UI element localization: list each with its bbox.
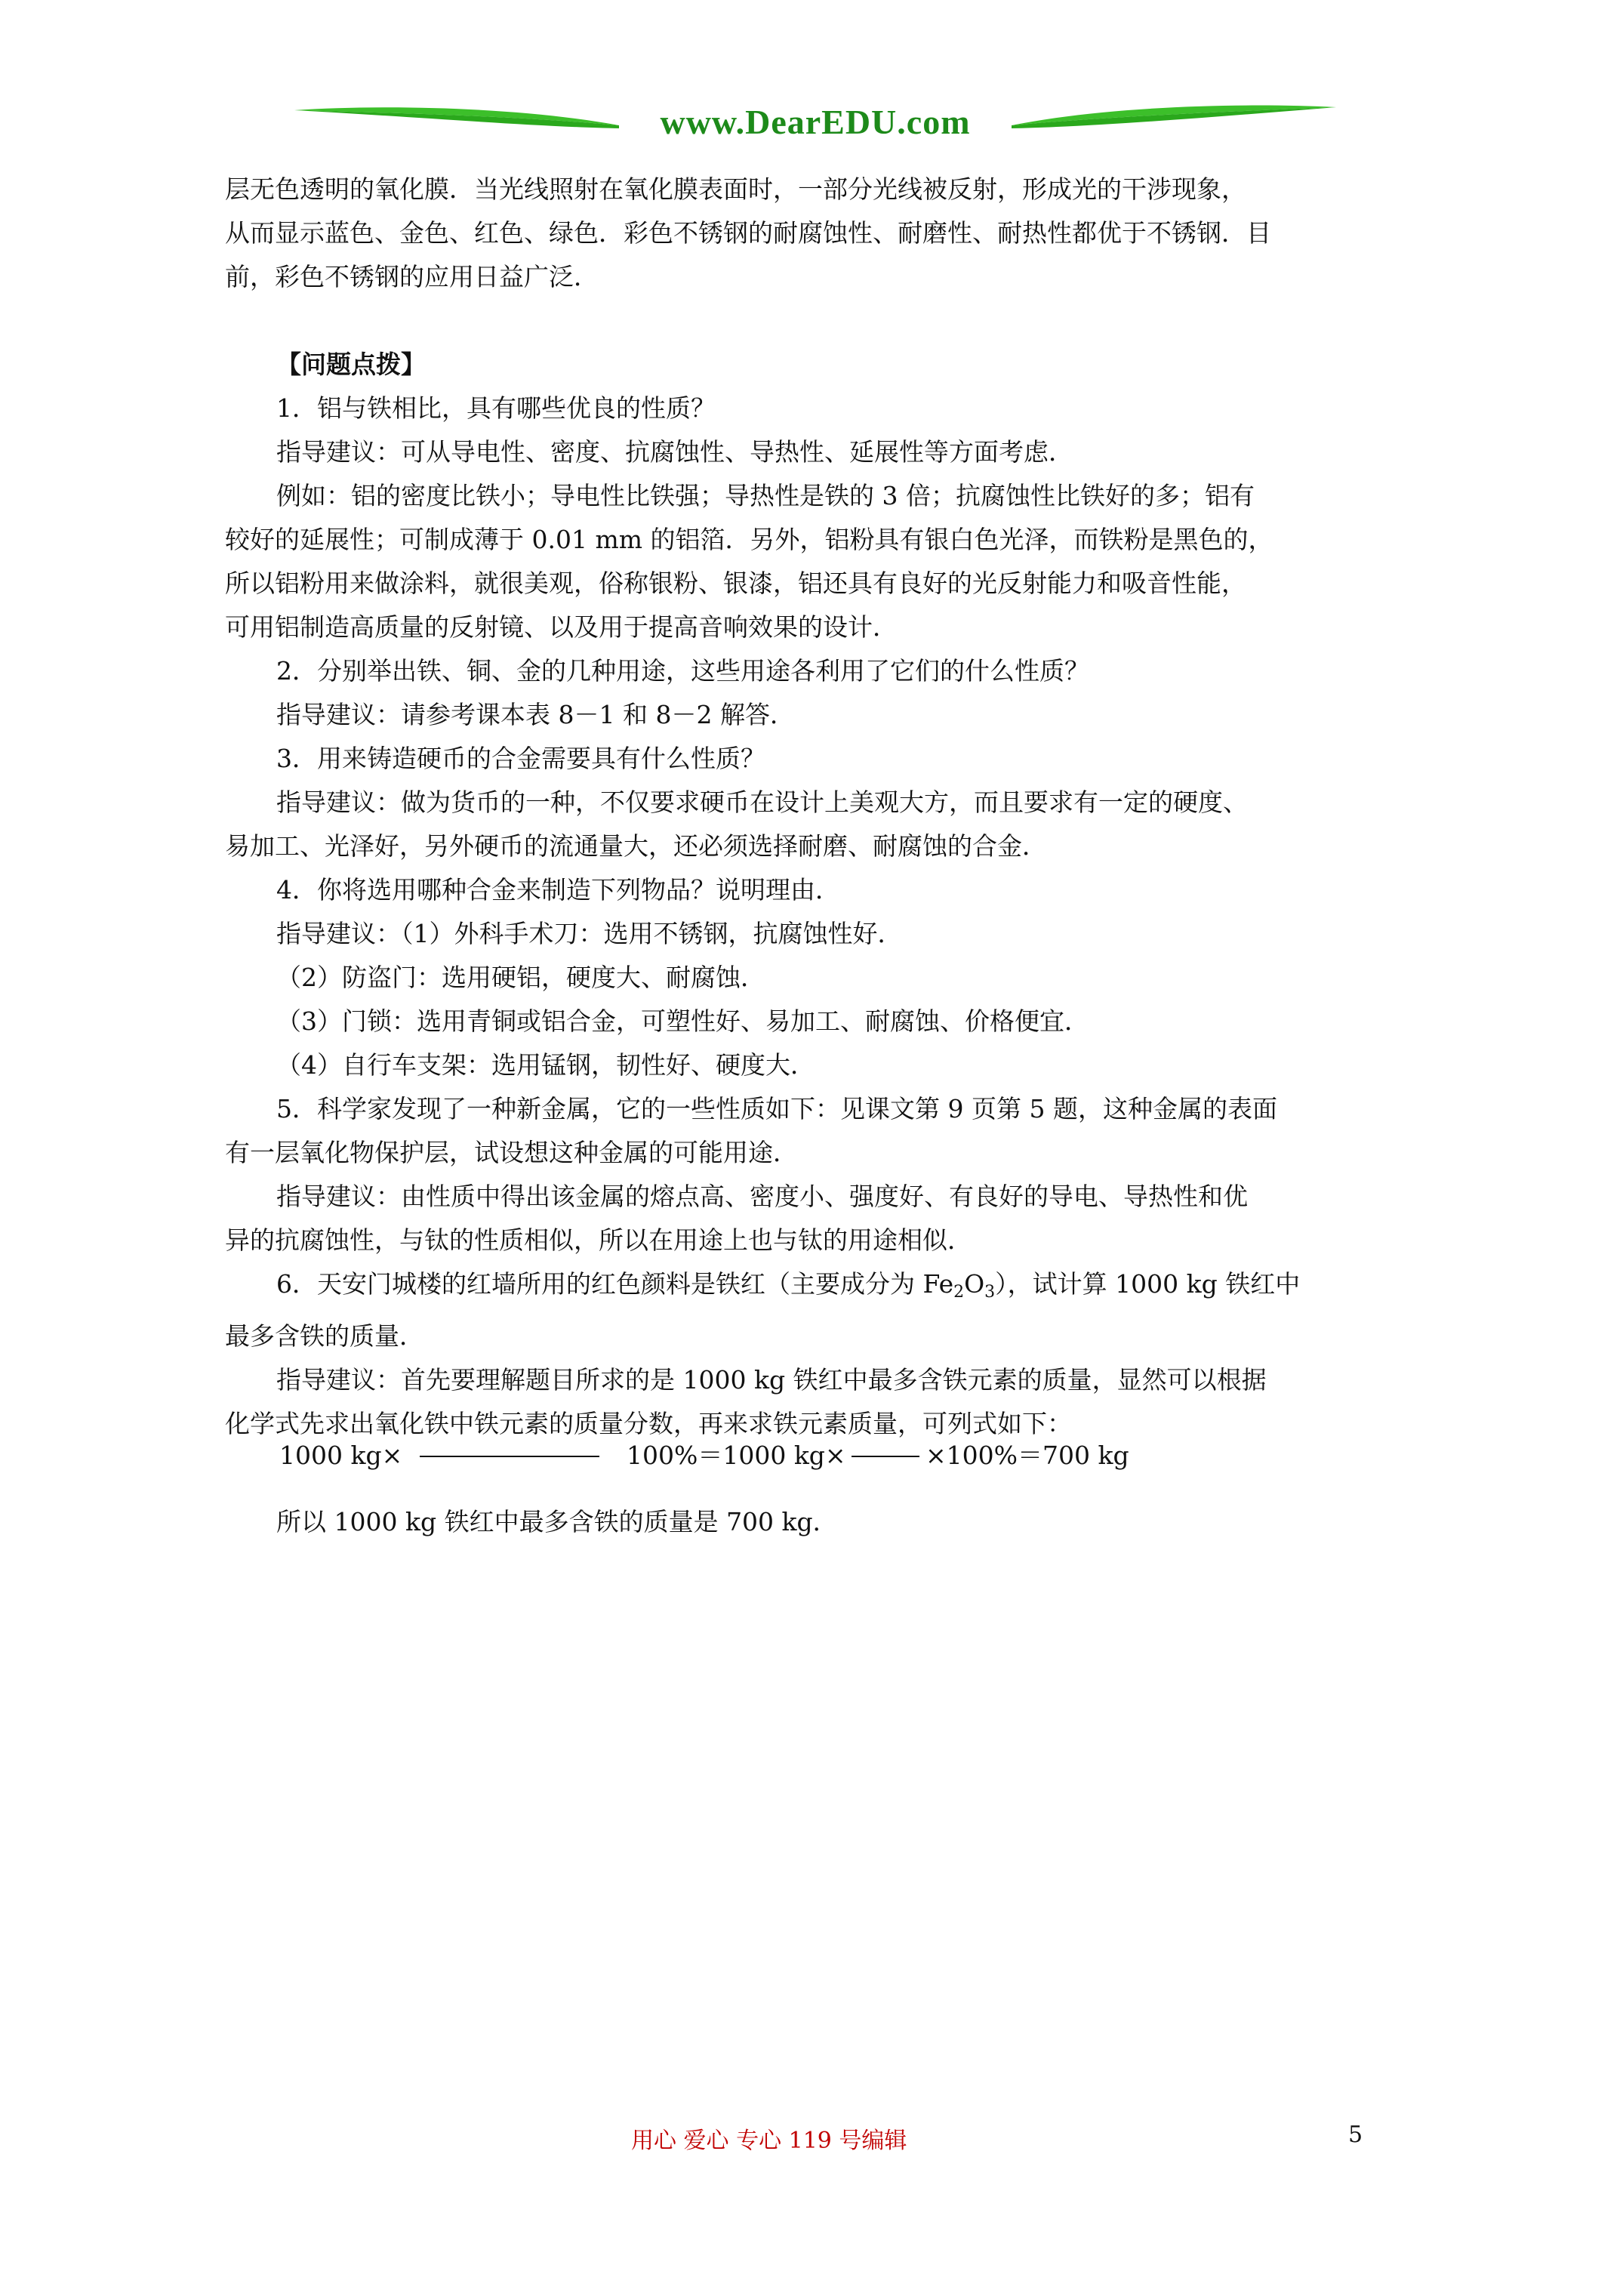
- advice-6: 指导建议：首先要理解题目所求的是 1000 kg 铁红中最多含铁元素的质量，显然可以根据: [276, 1365, 1267, 1395]
- question-6-pre: 6．天安门城楼的红墙所用的红色颜料是铁红（主要成分为 Fe: [276, 1269, 954, 1299]
- advice-5-cont: 异的抗腐蚀性，与钛的性质相似，所以在用途上也与钛的用途相似．: [225, 1225, 972, 1255]
- document-body: [225, 168, 1418, 1446]
- formula: [279, 1433, 1185, 1478]
- section-title: 【问题点拨】: [276, 350, 426, 379]
- advice-3-cont: 易加工、光泽好，另外硬币的流通量大，还必须选择耐磨、耐腐蚀的合金．: [225, 831, 1047, 861]
- advice-5: 指导建议：由性质中得出该金属的熔点高、密度小、强度好、有良好的导电、导热性和优: [276, 1182, 1248, 1211]
- advice-4-item: （4）自行车支架：选用锰钢，韧性好、硬度大．: [276, 1050, 815, 1080]
- example-line: 例如：铝的密度比铁小；导电性比铁强；导热性是铁的 3 倍；抗腐蚀性比铁好的多；铝有: [276, 481, 1255, 510]
- header-banner: [294, 100, 1336, 145]
- advice-4: 指导建议：（1）外科手术刀：选用不锈钢，抗腐蚀性好．: [276, 919, 903, 948]
- formula-part-1: 1000 kg×: [279, 1441, 403, 1470]
- example-line: 较好的延展性；可制成薄于 0.01 mm 的铝箔．另外，铝粉具有银白色光泽，而铁粉是黑色的，: [225, 525, 1273, 554]
- intro-line: 前，彩色不锈钢的应用日益广泛．: [225, 262, 599, 291]
- advice-6-cont: 化学式先求出氧化铁中铁元素的质量分数，再来求铁元素质量，可列式如下：: [225, 1409, 1072, 1438]
- site-logo[interactable]: www.DearEDU.com: [660, 103, 971, 141]
- question-1: 1．铝与铁相比，具有哪些优良的性质？: [276, 393, 716, 423]
- advice-3: 指导建议：做为货币的一种，不仅要求硬币在设计上美观大方，而且要求有一定的硬度、: [276, 787, 1248, 817]
- intro-line: 层无色透明的氧化膜．当光线照射在氧化膜表面时，一部分光线被反射，形成光的干涉现象，: [225, 174, 1246, 204]
- question-5: 5．科学家发现了一种新金属，它的一些性质如下：见课文第 9 页第 5 题，这种金属的表面: [276, 1094, 1277, 1123]
- advice-4-item: （2）防盗门：选用硬铝，硬度大、耐腐蚀．: [276, 963, 765, 992]
- question-3: 3．用来铸造硬币的合金需要具有什么性质？: [276, 744, 765, 773]
- formula-part-3: ×100%＝700 kg: [925, 1441, 1129, 1470]
- question-5-cont: 有一层氧化物保护层，试设想这种金属的可能用途．: [225, 1138, 798, 1167]
- subscript-2: 2: [953, 1283, 965, 1302]
- formula-part-2: 100%＝1000 kg×: [627, 1441, 846, 1470]
- question-6-post: ），试计算 1000 kg 铁红中: [995, 1269, 1301, 1299]
- question-6-cont: 最多含铁的质量．: [225, 1321, 424, 1351]
- footer-text: 用心 爱心 专心 119 号编辑: [631, 2128, 907, 2154]
- question-6: [225, 1262, 1418, 1314]
- advice-2: 指导建议：请参考课本表 8－1 和 8－2 解答．: [276, 700, 795, 729]
- question-2: 2．分别举出铁、铜、金的几种用途，这些用途各利用了它们的什么性质？: [276, 656, 1089, 686]
- example-line: 可用铝制造高质量的反射镜、以及用于提高音响效果的设计．: [225, 612, 898, 642]
- conclusion: 所以 1000 kg 铁红中最多含铁的质量是 700 kg．: [276, 1507, 838, 1536]
- page-number: 5: [1348, 2122, 1363, 2148]
- question-4: 4．你将选用哪种合金来制造下列物品？说明理由．: [276, 875, 840, 905]
- question-6-oxygen: O: [964, 1269, 985, 1299]
- fraction-bar: [420, 1456, 599, 1457]
- advice-1: 指导建议：可从导电性、密度、抗腐蚀性、导热性、延展性等方面考虑．: [276, 437, 1073, 467]
- advice-4-item: （3）门锁：选用青铜或铝合金，可塑性好、易加工、耐腐蚀、价格便宜．: [276, 1006, 1089, 1036]
- fraction-bar: [852, 1456, 919, 1457]
- intro-line: 从而显示蓝色、金色、红色、绿色．彩色不锈钢的耐腐蚀性、耐磨性、耐热性都优于不锈钢．目: [225, 218, 1271, 248]
- subscript-3: 3: [984, 1283, 996, 1302]
- example-line: 所以铝粉用来做涂料，就很美观，俗称银粉、银漆，铝还具有良好的光反射能力和吸音性能，: [225, 569, 1246, 598]
